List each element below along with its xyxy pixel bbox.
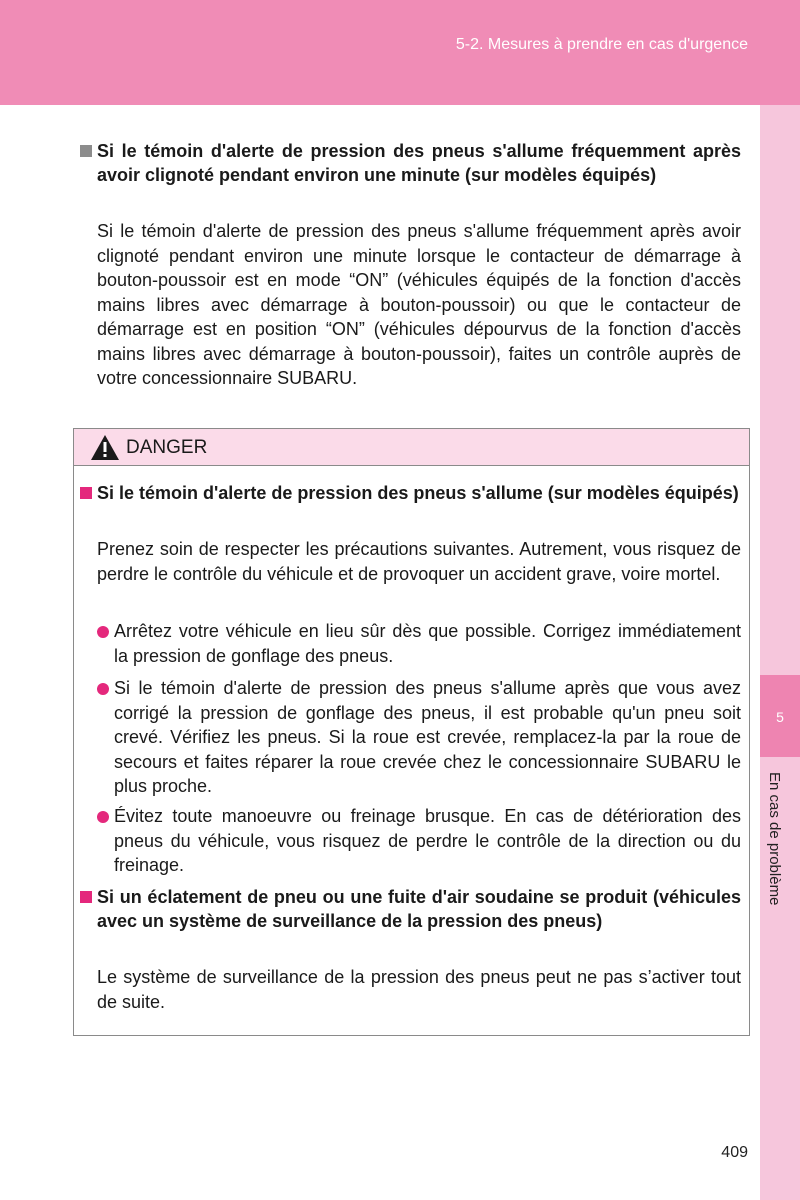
danger-label: DANGER — [126, 437, 208, 458]
header-band — [0, 0, 800, 105]
bullet-item: Arrêtez votre véhicule en lieu sûr dès que possible. Corrigez immédiatement la pression de gonflage des pneus. — [97, 619, 741, 668]
danger-header — [74, 429, 749, 466]
side-strip — [760, 105, 800, 1200]
section-heading: Si le témoin d'alerte de pression des pneus s'allume fréquemment après avoir clignoté pendant environ une minute (sur modèles équipés) — [80, 139, 741, 187]
danger-heading: Si le témoin d'alerte de pression des pneus s'allume (sur modèles équipés) — [80, 481, 741, 505]
bullet-dot-icon — [97, 811, 109, 823]
section-body: Si le témoin d'alerte de pression des pneus s'allume fréquemment après avoir clignoté pendant environ une minute lorsque le contacteur de démarrage à bouton-poussoir est en mode “ON” (véhicules équipés de la fonction d'accès mains libres avec démarrage à bouton-poussoir) ou que le contacteur de démarrage est en position “ON” (véhicules dépourvus de la fonction d'accès mains libres avec démarrage à bouton-poussoir), faites un contrôle auprès de votre concessionnaire SUBARU. — [97, 221, 741, 388]
chapter-number: 5 — [776, 709, 784, 725]
bullet-item: Évitez toute manoeuvre ou freinage brusque. En cas de détérioration des pneus du véhicule, vous risquez de perdre le contrôle de la direction ou du freinage. — [97, 804, 741, 878]
grey-square-icon — [80, 145, 92, 157]
page-number: 409 — [721, 1144, 748, 1161]
pink-square-icon — [80, 891, 92, 903]
section-title: 5-2. Mesures à prendre en cas d'urgence — [455, 36, 748, 53]
danger-body: Prenez soin de respecter les précautions suivantes. Autrement, vous risquez de perdre le contrôle du véhicule et de provoquer un accident grave, voire mortel. — [97, 539, 741, 584]
chapter-label: En cas de problème — [766, 772, 783, 906]
warning-triangle-icon — [90, 434, 120, 461]
bullet-item: Si le témoin d'alerte de pression des pneus s'allume après que vous avez corrigé la pression de gonflage des pneus, il est probable qu'un pneu soit crevé. Vérifiez les pneus. Si la roue est crevée, remplacez-la par la roue de secours et faites réparer la roue crevée chez le concessionnaire SUBARU le plus proche. — [97, 676, 741, 799]
danger-body: Le système de surveillance de la pression des pneus peut ne pas s’activer tout de suite. — [97, 967, 741, 1012]
bullet-dot-icon — [97, 683, 109, 695]
bullet-dot-icon — [97, 626, 109, 638]
pink-square-icon — [80, 487, 92, 499]
chapter-tab[interactable] — [760, 675, 800, 757]
danger-heading: Si un éclatement de pneu ou une fuite d'air soudaine se produit (véhicules avec un système de surveillance de la pression des pneus) — [80, 885, 741, 933]
